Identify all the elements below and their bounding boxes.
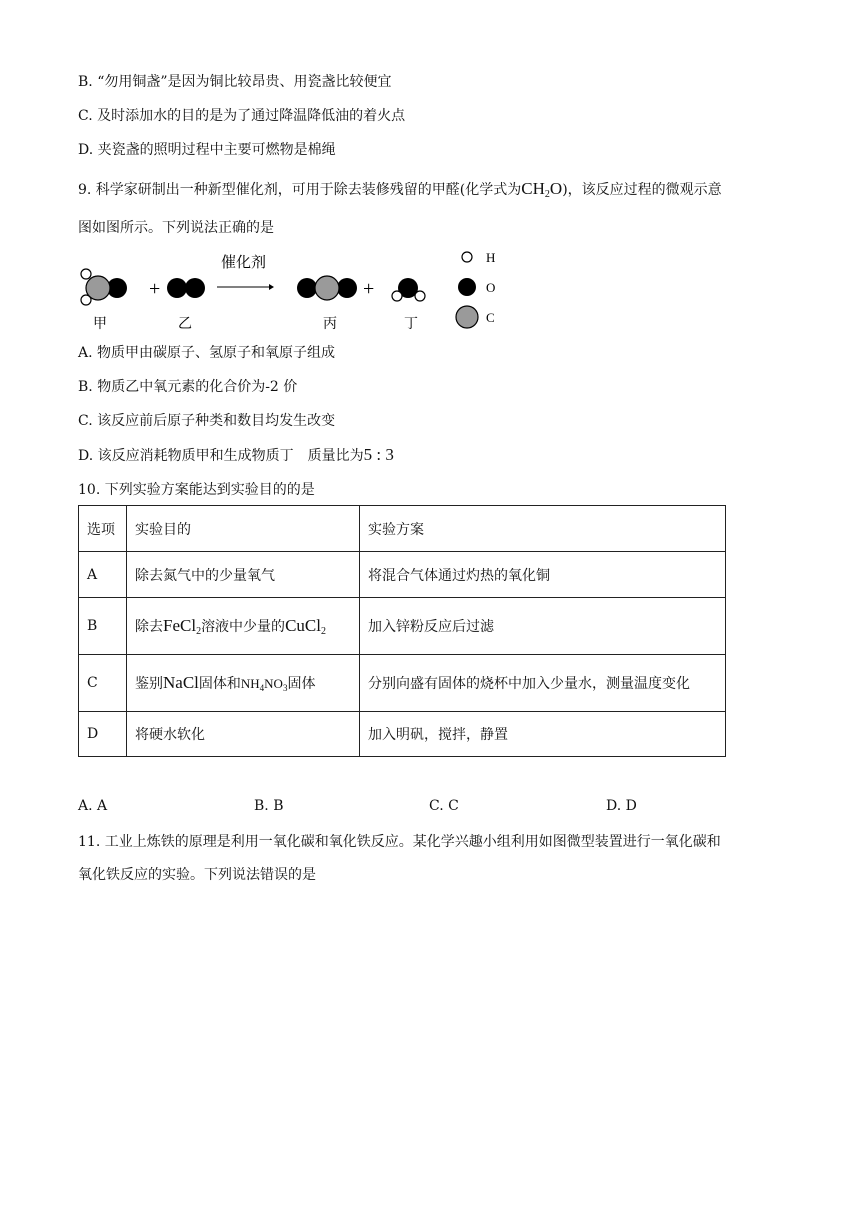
row-option: B	[79, 598, 127, 655]
q10-stem: 10. 下列实验方案能达到实验目的的是	[78, 482, 315, 498]
q9-stem-part1: 9. 科学家研制出一种新型催化剂，可用于除去装修残留的甲醛(化学式为	[78, 182, 522, 198]
molecule-bing	[297, 276, 357, 300]
plus-sign-1: +	[149, 278, 161, 300]
table-row	[79, 598, 726, 655]
label-ding: 丁	[404, 316, 418, 332]
q9-stem-line2: 图如图所示。下列说法正确的是	[78, 220, 274, 236]
row-plan: 加入锌粉反应后过滤	[360, 598, 726, 655]
q10-answer-options	[78, 798, 778, 818]
reaction-diagram	[75, 244, 505, 334]
answer-c: C. C	[429, 798, 459, 814]
q9-stem-line1	[78, 179, 722, 205]
header-option: 选项	[79, 506, 127, 552]
q8-option-b: B. “勿用铜盏”是因为铜比较昂贵、用瓷盏比较便宜	[78, 74, 392, 90]
answer-d: D. D	[606, 798, 637, 814]
row-goal: 鉴别NaCl固体和$NH_4NO_3$固体	[127, 655, 360, 712]
q11-stem-line2: 氧化铁反应的实验。下列说法错误的是	[78, 867, 316, 883]
row-goal: 将硬水软化	[127, 712, 360, 757]
row-option: C	[79, 655, 127, 712]
q9-stem-part2: )，该反应过程的微观示意	[562, 182, 722, 198]
label-jia: 甲	[93, 316, 107, 332]
catalyst-label: 催化剂	[221, 253, 267, 271]
header-goal: 实验目的	[127, 506, 360, 552]
label-yi: 乙	[178, 316, 192, 332]
row-goal: 除去氮气中的少量氧气	[127, 552, 360, 598]
reaction-arrow	[217, 284, 274, 290]
experiment-table	[78, 505, 726, 757]
plus-sign-2: +	[363, 278, 375, 300]
legend-o: O	[486, 280, 496, 295]
q8-option-d: D. 夹瓷盏的照明过程中主要可燃物是棉绳	[78, 142, 336, 158]
row-plan: 分别向盛有固体的烧杯中加入少量水，测量温度变化	[360, 655, 726, 712]
q9-option-d	[78, 445, 394, 466]
table-row	[79, 552, 726, 598]
molecule-jia	[81, 269, 127, 305]
row-plan: 将混合气体通过灼热的氧化铜	[360, 552, 726, 598]
q11-stem-line1: 11. 工业上炼铁的原理是利用一氧化碳和氧化铁反应。某化学兴趣小组利用如图微型装置进行一氧化碳和	[78, 834, 721, 850]
q9-option-a: A. 物质甲由碳原子、氢原子和氧原子组成	[78, 345, 336, 361]
header-plan: 实验方案	[360, 506, 726, 552]
formaldehyde-formula: $CH_2O$	[521, 179, 563, 200]
row-option: D	[79, 712, 127, 757]
q9-option-d-text: D. 该反应消耗物质甲和生成物质丁 质量比为	[78, 448, 364, 464]
table-header-row	[79, 506, 726, 552]
answer-b: B. B	[254, 798, 284, 814]
q9-option-c: C. 该反应前后原子种类和数目均发生改变	[78, 413, 336, 429]
answer-a: A. A	[78, 798, 108, 814]
molecule-yi	[167, 278, 205, 298]
mass-ratio: 5 : 3	[363, 445, 394, 464]
table-row	[79, 712, 726, 757]
label-bing: 丙	[323, 316, 337, 332]
row-plan: 加入明矾，搅拌，静置	[360, 712, 726, 757]
legend-c: C	[486, 310, 495, 325]
q9-option-b: B. 物质乙中氧元素的化合价为-2 价	[78, 379, 298, 395]
atom-legend	[456, 250, 495, 328]
legend-h: H	[486, 250, 496, 265]
molecule-ding	[392, 278, 425, 301]
row-goal: 除去FeCl$_2$溶液中少量的CuCl$_2$	[127, 598, 360, 655]
row-option: A	[79, 552, 127, 598]
q8-option-c: C. 及时添加水的目的是为了通过降温降低油的着火点	[78, 108, 406, 124]
table-row	[79, 655, 726, 712]
